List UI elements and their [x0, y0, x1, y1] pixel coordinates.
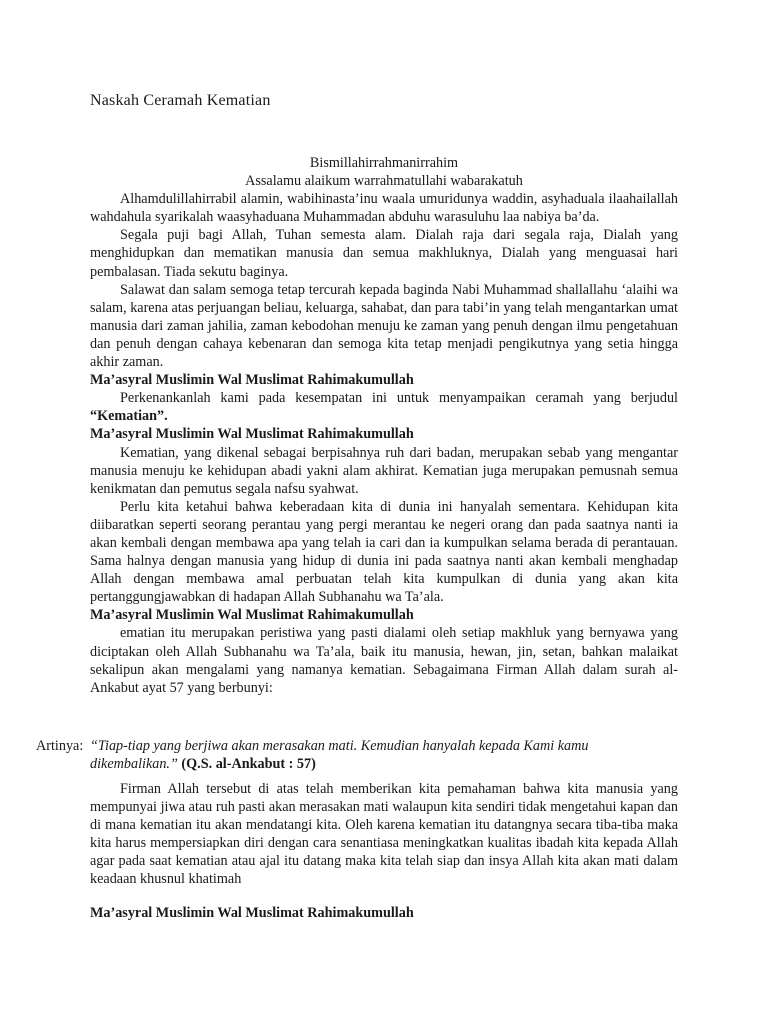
artinya-text [90, 737, 670, 773]
greeting-heading-3: Ma’asyral Muslimin Wal Muslimat Rahimakumullah [90, 607, 414, 624]
document-body-continued [90, 780, 678, 889]
artinya-label: Artinya: [36, 738, 84, 754]
paragraph-intro-1: Alhamdulillahirrabil alamin, wabihinasta’inu waala umuridunya waddin, asyhaduala ilaahailallah wahdahula syarikalah waasyhaduana Muhammadan abduhu warasuluhu laa nabiya ba’da. [90, 191, 678, 226]
opening-basmalah: Bismillahirrahmanirrahim [309, 155, 459, 171]
paragraph-intro-3: Salawat dan salam semoga tetap tercurah kepada baginda Nabi Muhammad shallallahu ‘alaihi wa salam, karena atas perjuangan beliau, keluarga, sahabat, dan para tabi’in yang telah mengantarkan umat manusia dari zaman jahilia, zaman kebodohan menuju ke zaman yang penuh dengan ilmu pengetahuan dan penuh dengan cahaya kebenaran dan semoga kita tetap menjadi pengikutnya yang setia hingga akhir zaman. [90, 281, 678, 371]
paragraph-kematian-1: Kematian, yang dikenal sebagai berpisahnya ruh dari badan, merupakan sebab yang mengantar manusia menuju ke kehidupan abadi yakni alam akhirat. Kematian juga merupakan pemusnah semua kenikmatan dan pemutus segala nafsu syahwat. [90, 444, 678, 497]
theme-title: “Kematian”. [90, 408, 168, 425]
greeting-heading-1: Ma’asyral Muslimin Wal Muslimat Rahimakumullah [90, 372, 414, 389]
document-title: Naskah Ceramah Kematian [90, 92, 271, 109]
paragraph-ematian: ematian itu merupakan peristiwa yang pasti dialami oleh setiap makhluk yang bernyawa yang diciptakan oleh Allah Subhanahu wa Ta’ala, baik itu manusia, hewan, jin, setan, bahkan malaikat sekalipun akan mengalami yang namanya kematian. Sebagaimana Firman Allah dalam surah al-Ankabut ayat 57 yang berbunyi: [90, 625, 678, 696]
artinya-reference: (Q.S. al-Ankabut : 57) [181, 756, 316, 773]
greeting-heading-2: Ma’asyral Muslimin Wal Muslimat Rahimakumullah [90, 426, 414, 443]
paragraph-kematian-2: Perlu kita ketahui bahwa keberadaan kita di dunia ini hanyalah sementara. Kehidupan kita diibaratkan seperti seorang perantau yang pergi merantau ke negeri orang dan pada saatnya nanti ia akan kembali dengan membawa apa yang telah ia cari dan ia kumpulkan selama berada di perantauan. Sama halnya dengan manusia yang hidup di dunia ini pada saatnya nanti akan kembali menghadap Allah dengan membawa amal perbuatan telah kita kumpulkan di dunia yang akan kita pertanggungjawabkan di hadapan Allah Subhanahu wa Ta’ala. [90, 498, 678, 606]
paragraph-theme [90, 389, 678, 425]
paragraph-firman: Firman Allah tersebut di atas telah memberikan kita pemahaman bahwa kita manusia yang mempunyai jiwa atau ruh pasti akan merasakan mati walaupun kita sendiri tidak mengetahui kapan dan di mana kematian itu akan mendatangi kita. Oleh karena kematian itu datangnya secara tiba-tiba maka kita harus mempersiapkan diri dengan cara senantiasa meningkatkan kualitas ibadah kita kepada Allah agar pada saat kematian atau ajal itu datang maka kita telah siap dan insya Allah kita akan mati dalam keadaan khusnul khatimah [90, 781, 678, 888]
theme-intro-text: Perkenankanlah kami pada kesempatan ini untuk menyampaikan ceramah yang berjudul [120, 390, 678, 407]
paragraph-intro-2: Segala puji bagi Allah, Tuhan semesta alam. Dialah raja dari segala raja, Dialah yang menghidupkan dan mematikan manusia dan semua makhluknya, Dialah yang menguasai hari pembalasan. Tiada sekutu baginya. [90, 227, 678, 280]
artinya-quote: “Tiap-tiap yang berjiwa akan merasakan mati. Kemudian hanyalah kepada Kami kamu dikembalikan.” [90, 738, 589, 773]
greeting-heading-4: Ma’asyral Muslimin Wal Muslimat Rahimakumullah [90, 905, 414, 921]
document-body [90, 154, 678, 697]
opening-salam: Assalamu alaikum warrahmatullahi wabarakatuh [245, 173, 523, 190]
